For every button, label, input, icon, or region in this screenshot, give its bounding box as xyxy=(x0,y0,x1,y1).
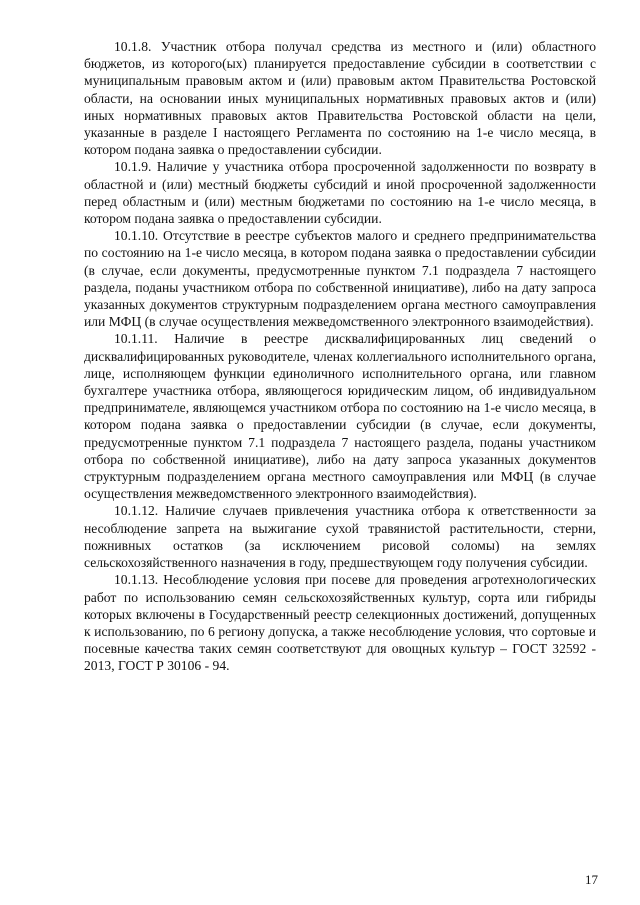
document-body xyxy=(84,38,596,675)
paragraph-10-1-8: 10.1.8. Участник отбора получал средства из местного и (или) областного бюджетов, из которого(ых) планируется предоставление субсидии в соответствии с муниципальным правовым актом и (или) правовым актом Правительства Ростовской области, на основании иных муниципальных нормативных правовых актов и (или) иных нормативных правовых актов Правительства Ростовской области на цели, указанные в разделе I настоящего Регламента по состоянию на 1-е число месяца, в котором подана заявка о предоставлении субсидии. xyxy=(84,39,596,158)
paragraph-10-1-13: 10.1.13. Несоблюдение условия при посеве для проведения агротехнологических работ по использованию семян сельскохозяйственных культур, сорта или гибриды которых включены в Государственный реестр селекционных достижений, допущенных к использованию, по 6 региону допуска, а также несоблюдение условия, что сортовые и посевные качества таких семян соответствуют для овощных культур – ГОСТ 32592 - 2013, ГОСТ Р 30106 - 94. xyxy=(84,572,596,674)
page-number: 17 xyxy=(585,872,598,887)
paragraph-10-1-11: 10.1.11. Наличие в реестре дисквалифицированных лиц сведений о дисквалифицированных руководителе, членах коллегиального исполнительного органа, лице, исполняющем функции единоличного исполнительного органа, или главном бухгалтере участника отбора, являющегося юридическим лицом, об индивидуальном предпринимателе, являющемся участником отбора по состоянию на 1-е число месяца, в котором подана заявка о предоставлении субсидии (в случае, если документы, предусмотренные пунктом 7.1 подраздела 7 настоящего раздела, поданы участником отбора по собственной инициативе), либо на дату запроса указанных документов структурным подразделением органа местного самоуправления или МФЦ (в случае осуществления межведомственного электронного взаимодействия). xyxy=(84,331,596,502)
paragraph-10-1-9: 10.1.9. Наличие у участника отбора просроченной задолженности по возврату в областной и (или) местный бюджеты субсидий и иной просроченной задолженности перед областным и (или) местным бюджетами по состоянию на 1-е число месяца, в котором подана заявка о предоставлении субсидии. xyxy=(84,159,596,227)
paragraph-10-1-10: 10.1.10. Отсутствие в реестре субъектов малого и среднего предпринимательства по состоянию на 1-е число месяца, в котором подана заявка о предоставлении субсидии (в случае, если документы, предусмотренные пунктом 7.1 подраздела 7 настоящего раздела, поданы участником отбора по собственной инициативе), либо на дату запроса указанных документов структурным подразделением органа местного самоуправления или МФЦ (в случае осуществления межведомственного электронного взаимодействия). xyxy=(84,228,596,330)
paragraph-10-1-12: 10.1.12. Наличие случаев привлечения участника отбора к ответственности за несоблюдение запрета на выжигание сухой травянистой растительности, стерни, пожнивных остатков (за исключением рисовой соломы) на землях сельскохозяйственного назначения в году, предшествующем году получения субсидии. xyxy=(84,503,596,571)
